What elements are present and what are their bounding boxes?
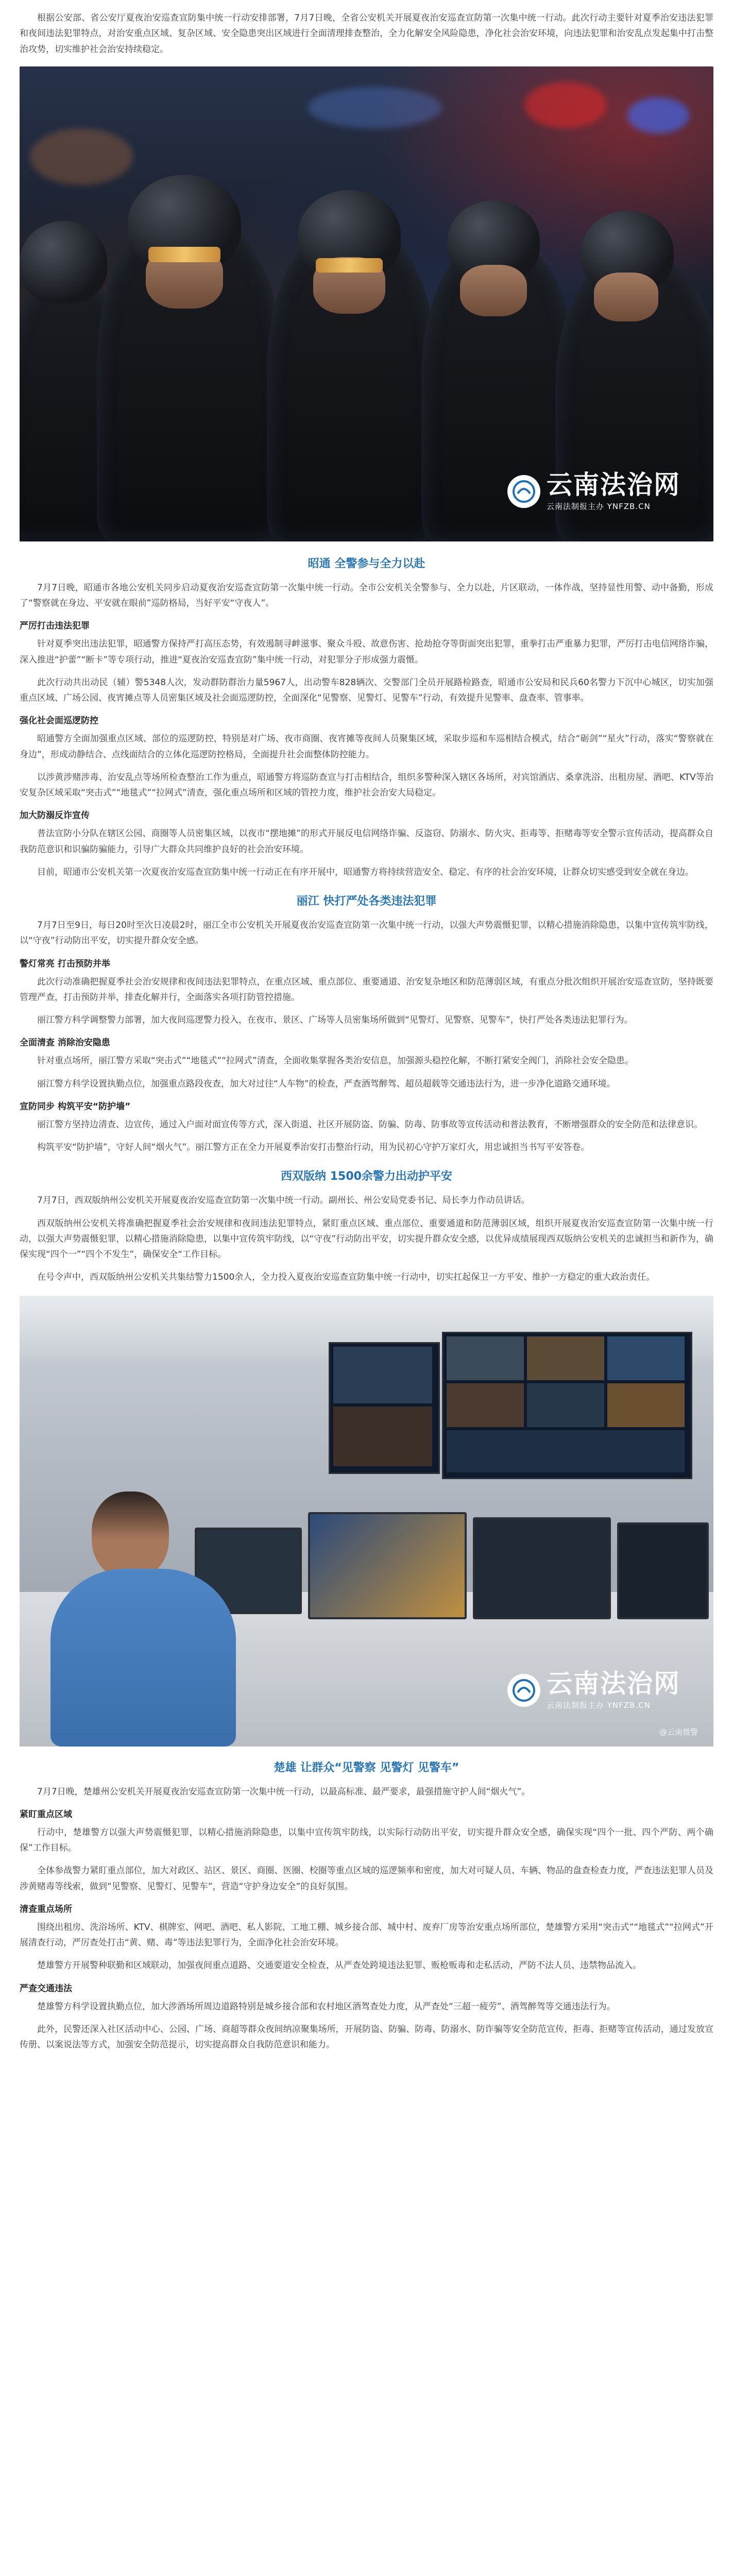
lijiang-subtitle-2: 全面清查 消除治安隐患	[20, 1038, 110, 1048]
zhaotong-para-4: 昭通警方全面加强重点区域、部位的巡逻防控，特别是对广场、夜市商圈、夜宵摊等夜间人员聚集区域，采取步巡和车巡相结合模式，结合“砺剑”“星火”行动，落实“警察就在身边”，形成动静结合、点线面结合的立体化巡逻防控格局，全面提升社会面整体防控能力。	[20, 734, 713, 760]
lijiang-para-7: 构筑平安“防护墙”，守好人间“烟火气”。丽江警方正在全力开展夏季治安打击整治行动，用为民初心守护万家灯火，用忠诚担当书写平安答卷。	[37, 1142, 590, 1153]
yunnan-fazhi-logo-icon	[507, 1674, 540, 1707]
chuxiong-para-1: 7月7日晚，楚雄州公安机关开展夏夜治安巡查宣防第一次集中统一行动，以最高标准、最严要求，最强措施守护人间“烟火气”。	[37, 1786, 531, 1797]
section-title-lijiang: 丽江 快打严处各类违法犯罪	[296, 895, 437, 908]
xsbn-para-1: 7月7日，西双版纳州公安机关开展夏夜治安巡查宣防第一次集中统一行动。副州长、州公安局党委书记、局长李力作动员讲话。	[37, 1195, 530, 1206]
lijiang-para-4: 针对重点场所，丽江警方采取“突击式”“地毯式”“拉网式”清查，全面收集掌握各类治安信息，加强源头稳控化解，不断打紧安全阀门，消除社会安全隐患。	[37, 1056, 634, 1066]
chuxiong-subtitle-1: 紧盯重点区域	[20, 1809, 72, 1820]
watermark-name: 云南法治网	[547, 469, 680, 500]
zhaotong-para-2: 针对夏季突出违法犯罪，昭通警方保持严打高压态势，有效遏制寻衅滋事、聚众斗殴、故意伤害、抢劫抢夺等街面突出犯罪，重拳打击严重暴力犯罪，严厉打击电信网络诈骗，深入推进“护蕾”“断卡”等专项行动，推进“夏夜治安巡查宣防”集中统一行动，对犯罪分子形成强力震慑。	[20, 639, 713, 665]
zhaotong-para-1: 7月7日晚，昭通市各地公安机关同步启动夏夜治安巡查宣防第一次集中统一行动。全市公安机关全警参与、全力以赴，片区联动，一体作战，坚持显性用警、动中备勤，形成了“警察就在身边、平安就在眼前”巡防格局，当好平安“守夜人”。	[20, 582, 713, 608]
photo-watermark	[507, 469, 680, 512]
watermark-sub: 云南法制报主办 YNFZB.CN	[547, 501, 651, 511]
chuxiong-para-4: 围绕出租房、洗浴场所、KTV、棋牌室、网吧、酒吧、私人影院、工地工棚、城乡接合部、城中村、废弃厂房等治安重点场所部位，楚雄警方采用“突击式”“地毯式”“拉网式”开展清查行动，严厉查处打击“黄、赌、毒”等违法犯罪行为，全面净化社会治安环境。	[20, 1922, 713, 1948]
lijiang-para-6: 丽江警方坚持边清查、边宣传，通过入户面对面宣传等方式，深入街道、社区开展防盗、防骗、防毒、防事故等宣传活动和普法教育，不断增强群众的安全防范和法律意识。	[37, 1119, 703, 1130]
xsbn-para-3: 在号令声中，西双版纳州公安机关共集结警力1500余人，全力投入夏夜治安巡查宣防集中统一行动中，切实扛起保卫一方平安、维护一方稳定的重大政治责任。	[37, 1272, 655, 1283]
watermark-name: 云南法治网	[547, 1668, 680, 1699]
zhaotong-subtitle-3: 加大防溺反诈宣传	[20, 810, 90, 821]
lijiang-para-1: 7月7日至9日，每日20时至次日凌晨2时，丽江全市公安机关开展夏夜治安巡查宣防第一次集中统一行动，以强大声势震慑犯罪，以精心措施消除隐患，以集中宣传筑牢防线，以“守夜”行动防出平安，切实提升群众安全感。	[20, 920, 713, 946]
yunnan-fazhi-logo-icon	[507, 475, 540, 508]
chuxiong-para-5: 楚雄警方开展警种联勤和区域联动，加强夜间重点道路、交通要道安全检查，从严查处跨境违法犯罪、贩枪贩毒和走私活动，严防不法人员、违禁物品流入。	[37, 1960, 641, 1971]
lijiang-para-3: 丽江警方科学调整警力部署，加大夜间巡逻警力投入，在夜市、景区、广场等人员密集场所做到“见警灯、见警察、见警车”，快打严处各类违法犯罪行为。	[37, 1015, 633, 1025]
lijiang-para-5: 丽江警方科学设置执勤点位，加强重点路段夜查，加大对过往“人车物”的检查，严查酒驾醉驾、超员超载等交通违法行为，进一步净化道路交通环境。	[37, 1078, 616, 1089]
photo-credit: @云南微警	[659, 1727, 698, 1737]
xsbn-para-2: 西双版纳州公安机关将准确把握夏季社会治安规律和夜间违法犯罪特点，紧盯重点区域、重点部位、重要通道和防范薄弱区域，组织开展夏夜治安巡查宣防第一次集中统一行动，以强大声势震慑犯罪，以精心措施消除隐患，以集中宣传筑牢防线，以“守夜”行动防出平安，切实提升群众安全感，以优异成绩展现西双版纳公安机关的忠诚担当和新作为，确保实现“四个一”“四个不发生”，确保安全“工作目标。	[20, 1218, 713, 1260]
watermark-sub: 云南法制报主办 YNFZB.CN	[547, 1700, 651, 1710]
intro-paragraph: 根据公安部、省公安厅夏夜治安巡查宣防集中统一行动安排部署，7月7日晚，全省公安机关开展夏夜治安巡查宣防第一次集中统一行动。此次行动主要针对夏季治安违法犯罪和夜间违法犯罪特点，对治安重点区域、复杂区域、安全隐患突出区域进行全面清理排查整治，全力化解安全风险隐患，净化社会治安环境，向违法犯罪和治安乱点发起集中打击整治攻势，切实维护社会治安持续稳定。	[20, 13, 713, 55]
section-title-zhaotong: 昭通 全警参与全力以赴	[308, 557, 425, 570]
chuxiong-para-2: 行动中，楚雄警方以强大声势震慑犯罪，以精心措施消除隐患，以集中宣传筑牢防线，以实际行动防出平安，切实提升群众安全感，确保实现“四个一批、四个严防、两个确保”工作目标。	[20, 1827, 713, 1853]
section-title-xishuangbanna: 西双版纳 1500余警力出动护平安	[281, 1170, 452, 1183]
section-title-chuxiong: 楚雄 让群众“见警察 见警灯 见警车”	[274, 1761, 459, 1774]
zhaotong-para-6: 普法宣防小分队在辖区公园、商圈等人员密集区域，以夜市“摆地摊”的形式开展反电信网络诈骗、反盗窃、防溺水、防火灾、拒毒等、拒赌毒等安全警示宣传活动，提高群众自我防范意识和识骗防骗能力，引导广大群众共同维护良好的社会治安环境。	[20, 828, 713, 855]
zhaotong-subtitle-2: 强化社会面巡逻防控	[20, 716, 98, 726]
police-photo	[20, 66, 713, 541]
zhaotong-para-7: 目前，昭通市公安机关第一次夏夜治安巡查宣防集中统一行动正在有序开展中，昭通警方将持续营造安全、稳定、有序的社会治安环境，让群众切实感受到安全就在身边。	[37, 867, 694, 877]
chuxiong-subtitle-3: 严查交通违法	[20, 1983, 72, 1994]
article-content	[20, 0, 713, 2053]
chuxiong-para-3: 全体参战警力紧盯重点部位，加大对政区、站区、景区、商圈、医圈、校圈等重点区域的巡逻频率和密度，加大对可疑人员、车辆、物品的盘查检查力度，严查违法犯罪人员及涉黄赌毒等线索，做到“见警察、见警灯、见警车”，营造“守护身边安全”的良好氛围。	[20, 1866, 713, 1892]
lijiang-para-2: 此次行动准确把握夏季社会治安规律和夜间违法犯罪特点，在重点区域、重点部位、重要通道、治安复杂地区和防范薄弱区域，有重点分批次组织开展治安巡查宣防，坚持既要管理严查，打击预防并举，排查化解并行，全面落实各项打防管控措施。	[20, 976, 713, 1003]
command-center-photo	[20, 1296, 713, 1747]
zhaotong-para-3: 此次行动共出动民（辅）警5348人次，发动群防群治力量5967人，出动警车828辆次、交警部门全员开展路检路查，昭通市公安局和民兵60名警力下沉中心城区，切实加强重点区域、广场公园、夜宵摊点等人员密集区域及社会面巡逻防控，全面深化“见警察、见警灯、见警车”行动，有效提升见警率、盘查率、管事率。	[20, 677, 713, 703]
zhaotong-para-5: 以涉黄涉赌涉毒、治安乱点等场所检查整治工作为重点，昭通警方将巡防查宣与打击相结合，组织多警种深入辖区各场所，对宾馆酒店、桑拿洗浴、出租房屋、酒吧、KTV等治安复杂区域采取“突击式”“地毯式”“拉网式”清查，强化重点场所和区域的管控力度，维护社会治安大局稳定。	[20, 772, 713, 798]
command-photo-watermark	[507, 1668, 680, 1710]
lijiang-subtitle-3: 宣防同步 构筑平安“防护墙”	[20, 1101, 131, 1112]
chuxiong-subtitle-2: 清查重点场所	[20, 1904, 72, 1914]
zhaotong-subtitle-1: 严厉打击违法犯罪	[20, 621, 90, 632]
chuxiong-para-7: 此外，民警还深入社区活动中心、公园、广场、商超等群众夜间纳凉聚集场所，开展防盗、防骗、防毒、防溺水、防诈骗等安全防范宣传，拒毒、拒赌等宣传活动，通过发放宣传册、以案说法等方式，加强安全防范提示，切实提高群众自我防范意识和能力。	[20, 2024, 713, 2050]
lijiang-subtitle-1: 警灯常亮 打击预防并举	[20, 958, 110, 969]
chuxiong-para-6: 楚雄警方科学设置执勤点位，加大涉酒场所周边道路特别是城乡接合部和农村地区酒驾查处力度，从严查处“三超一疲劳”、酒驾醉驾等交通违法行为。	[37, 2001, 616, 2012]
